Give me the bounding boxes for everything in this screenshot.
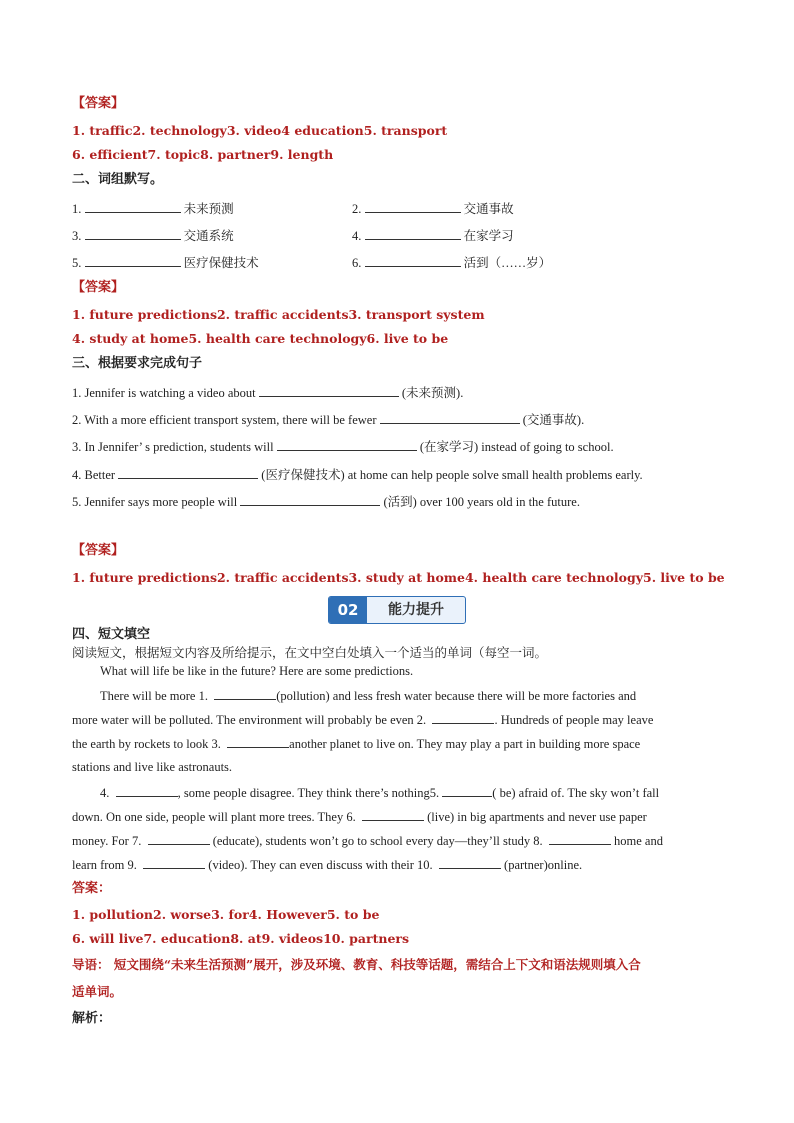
answer-blank[interactable]: [549, 832, 611, 845]
answer-blank[interactable]: [240, 493, 380, 506]
phrase-item: 6. 活到（……岁）: [352, 256, 552, 270]
section-heading: 二、词组默写。: [72, 172, 164, 187]
answer-blank[interactable]: [365, 227, 461, 240]
sentence-item: 4. Better (医疗保健技术) at home can help people solve small health problems early.: [72, 468, 643, 482]
answer-blank[interactable]: [85, 200, 181, 213]
answer-blank[interactable]: [148, 832, 210, 845]
answer-line: 6. will live7. education8. at9. videos10. partners: [72, 931, 410, 946]
badge-title: 能力提升: [388, 602, 444, 618]
guide-text: 导语： 短文围绕“未来生活预测”展开，涉及环境、教育、科技等话题，需结合上下文和语法规则填入合: [72, 957, 641, 972]
answer-blank[interactable]: [143, 856, 205, 869]
guide-text: 适单词。: [72, 984, 123, 999]
phrase-item: 5. 医疗保健技术: [72, 256, 259, 270]
answer-tag: 【答案】: [72, 280, 125, 295]
answer-blank[interactable]: [277, 438, 417, 451]
section-badge: [328, 596, 466, 624]
answer-line: 4. study at home5. health care technology6. live to be: [72, 331, 449, 346]
phrase-item: 3. 交通系统: [72, 229, 234, 243]
answer-line: 1. future predictions2. traffic accidents3. study at home4. health care technology5. live to be: [72, 570, 725, 585]
answer-blank[interactable]: [432, 711, 494, 724]
phrase-item: 2. 交通事故: [352, 202, 514, 216]
analysis-label: 解析：: [72, 1011, 112, 1026]
sentence-item: 2. With a more efficient transport system, there will be fewer (交通事故).: [72, 413, 585, 427]
answer-line: 1. pollution2. worse3. for4. However5. to be: [72, 907, 380, 922]
answer-blank[interactable]: [85, 254, 181, 267]
passage-line: 4. , some people disagree. They think there’s nothing5. ( be) afraid of. The sky won’t fall: [100, 786, 660, 800]
phrase-item: 1. 未来预测: [72, 202, 234, 216]
answer-line: 1. future predictions2. traffic accidents3. transport system: [72, 307, 485, 322]
section-heading: 三、根据要求完成句子: [72, 356, 203, 371]
instruction-text: 阅读短文，根据短文内容及所给提示，在文中空白处填入一个适当的单词（每空一词。: [72, 645, 548, 660]
answer-blank[interactable]: [85, 227, 181, 240]
sentence-item: 3. In Jennifer’ s prediction, students will (在家学习) instead of going to school.: [72, 440, 614, 454]
answer-blank[interactable]: [259, 384, 399, 397]
answer-blank[interactable]: [365, 254, 461, 267]
answer-blank[interactable]: [116, 784, 178, 797]
passage-line: the earth by rockets to look 3. another planet to live on. They may play a part in building more space: [72, 737, 641, 751]
answer-blank[interactable]: [362, 808, 424, 821]
answer-blank[interactable]: [439, 856, 501, 869]
passage-line: What will life be like in the future? Here are some predictions.: [100, 664, 414, 678]
phrase-item: 4. 在家学习: [352, 229, 514, 243]
badge-number: 02: [329, 597, 367, 623]
answer-line: 6. efficient7. topic8. partner9. length: [72, 147, 334, 162]
sentence-item: 1. Jennifer is watching a video about (未来预测).: [72, 386, 464, 400]
passage-line: There will be more 1. (pollution) and less fresh water because there will be more factories and: [100, 689, 637, 703]
answer-blank[interactable]: [227, 735, 289, 748]
passage-line: learn from 9. (video). They can even discuss with their 10. (partner)online.: [72, 858, 583, 872]
answer-line: 1. traffic2. technology3. video4 education5. transport: [72, 123, 448, 138]
answer-blank[interactable]: [118, 466, 258, 479]
sentence-item: 5. Jennifer says more people will (活到) over 100 years old in the future.: [72, 495, 580, 509]
answer-blank[interactable]: [442, 784, 492, 797]
answer-blank[interactable]: [380, 411, 520, 424]
passage-line: money. For 7. (educate), students won’t go to school every day—they’ll study 8. home and: [72, 834, 663, 848]
passage-line: stations and live like astronauts.: [72, 760, 233, 774]
passage-line: more water will be polluted. The environment will probably be even 2. . Hundreds of people may leave: [72, 713, 654, 727]
answer-tag: 【答案】: [72, 543, 125, 558]
passage-line: down. On one side, people will plant more trees. They 6. (live) in big apartments and never use paper: [72, 810, 647, 824]
answer-blank[interactable]: [365, 200, 461, 213]
answer-tag: 【答案】: [72, 96, 125, 111]
answer-tag: 答案：: [72, 881, 112, 896]
section-heading: 四、短文填空: [72, 627, 151, 642]
answer-blank[interactable]: [214, 687, 276, 700]
